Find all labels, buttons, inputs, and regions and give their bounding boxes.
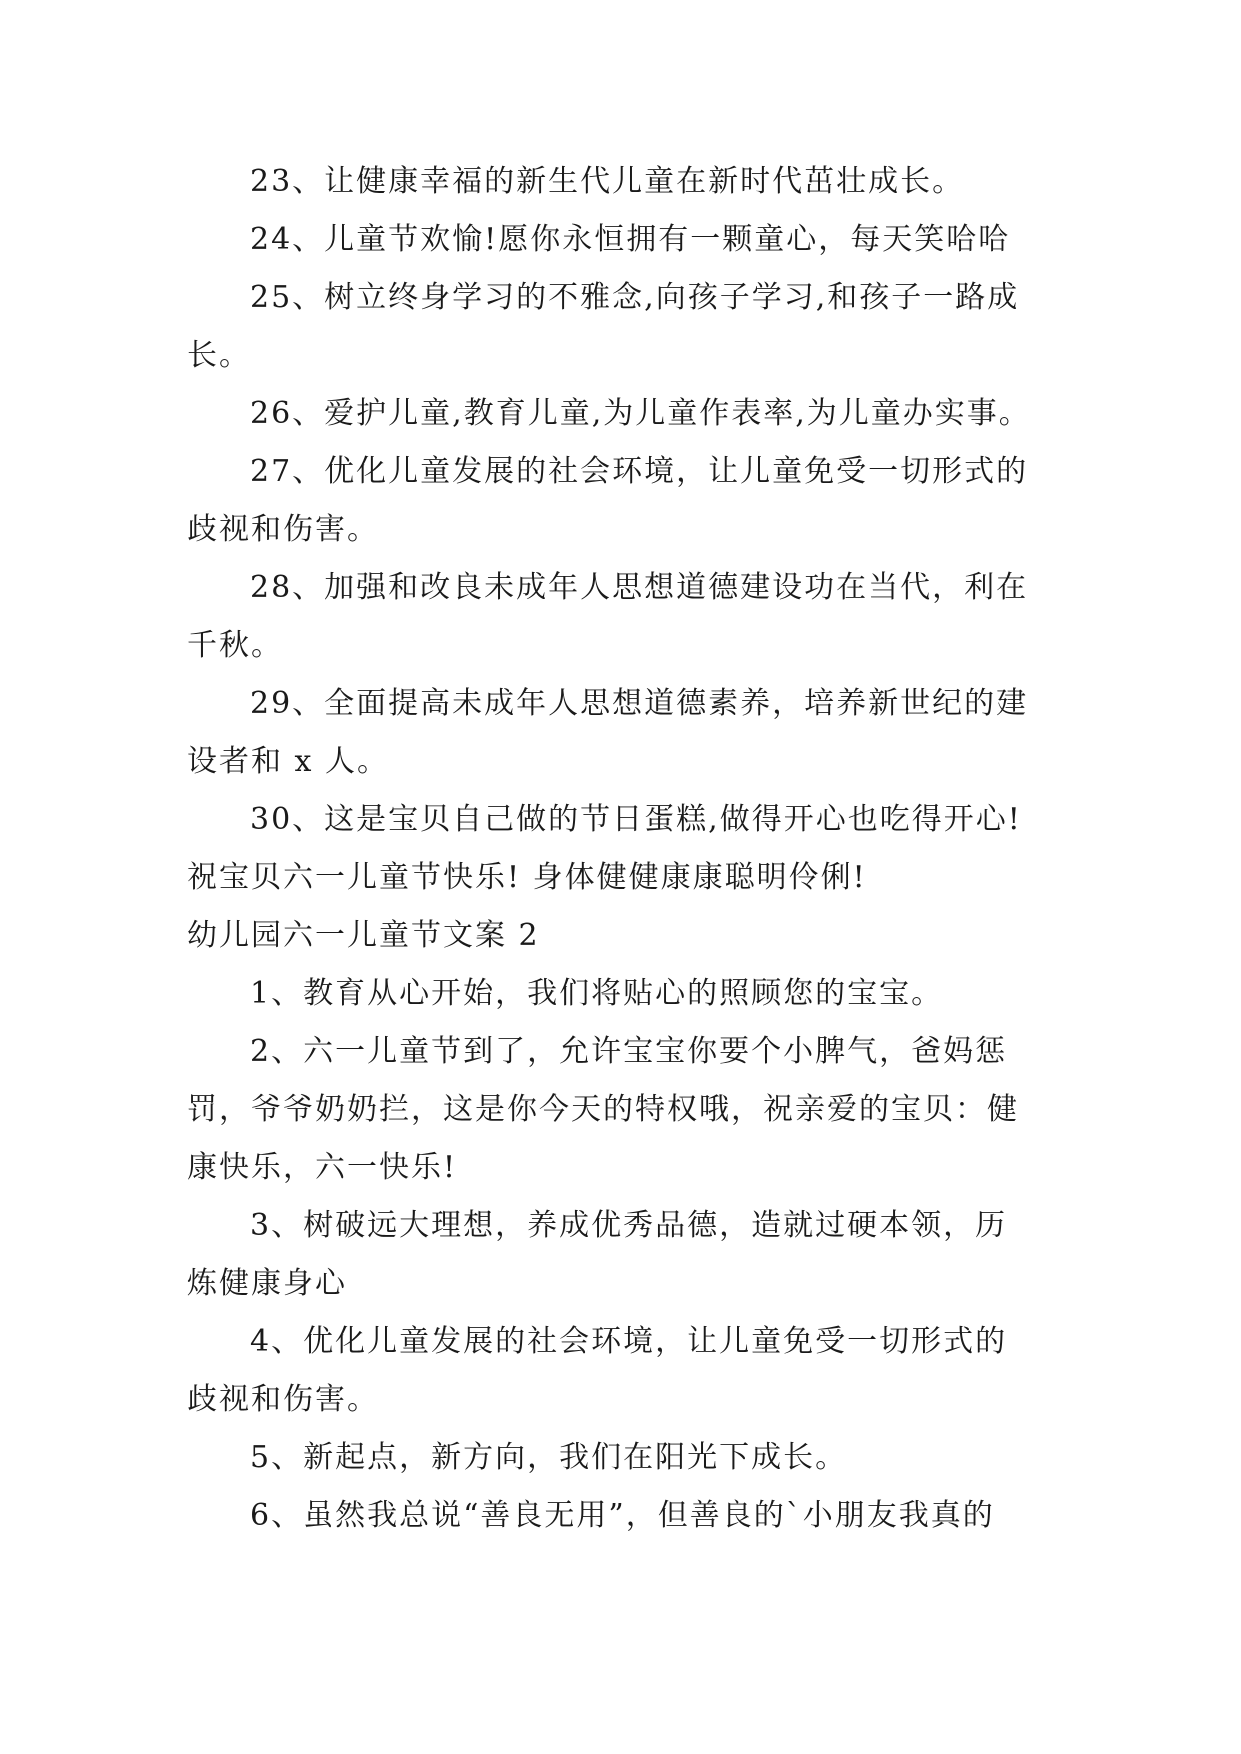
text-line	[0, 848, 1241, 908]
text-line	[0, 326, 1241, 386]
text-line	[0, 790, 1241, 850]
text-line	[0, 1370, 1241, 1430]
line-text: 歧视和伤害。	[187, 1382, 379, 1417]
line-text: 28、加强和改良未成年人思想道德建设功在当代，利在	[250, 570, 1029, 605]
line-text: 30、这是宝贝自己做的节日蛋糕,做得开心也吃得开心!	[250, 802, 1022, 837]
heading-text: 幼儿园六一儿童节文案 2	[187, 918, 540, 953]
line-text: 千秋。	[187, 628, 283, 663]
line-text: 4、优化儿童发展的社会环境，让儿童免受一切形式的	[250, 1324, 1008, 1359]
line-text: 炼健康身心	[187, 1266, 347, 1301]
line-text: 祝宝贝六一儿童节快乐! 身体健健康康聪明伶俐!	[187, 860, 867, 895]
text-line	[0, 1428, 1241, 1488]
line-text: 27、优化儿童发展的社会环境，让儿童免受一切形式的	[250, 454, 1029, 489]
text-line	[0, 732, 1241, 792]
line-text: 3、树破远大理想，养成优秀品德，造就过硬本领，历	[250, 1208, 1008, 1243]
text-line	[0, 1196, 1241, 1256]
line-text: 歧视和伤害。	[187, 512, 379, 547]
section-heading	[0, 906, 1241, 966]
text-line	[0, 268, 1241, 328]
text-line	[0, 964, 1241, 1024]
text-line	[0, 442, 1241, 502]
line-text: 1、教育从心开始，我们将贴心的照顾您的宝宝。	[250, 976, 944, 1011]
text-line	[0, 152, 1241, 212]
text-line	[0, 1080, 1241, 1140]
text-line	[0, 500, 1241, 560]
line-text: 6、虽然我总说“善良无用”，但善良的`小朋友我真的	[250, 1498, 995, 1533]
text-line	[0, 1312, 1241, 1372]
text-line	[0, 1254, 1241, 1314]
text-line	[0, 616, 1241, 676]
line-text: 长。	[187, 338, 251, 373]
text-line	[0, 1486, 1241, 1546]
text-line	[0, 384, 1241, 444]
line-text: 罚，爷爷奶奶拦，这是你今天的特权哦，祝亲爱的宝贝：健	[187, 1092, 1019, 1127]
line-text: 设者和 x 人。	[187, 744, 389, 779]
text-line	[0, 558, 1241, 618]
line-text: 24、儿童节欢愉!愿你永恒拥有一颗童心，每天笑哈哈	[250, 222, 1011, 257]
line-text: 26、爱护儿童,教育儿童,为儿童作表率,为儿童办实事。	[250, 396, 1031, 431]
line-text: 23、让健康幸福的新生代儿童在新时代茁壮成长。	[250, 164, 965, 199]
line-text: 2、六一儿童节到了，允许宝宝你要个小脾气，爸妈惩	[250, 1034, 1008, 1069]
text-line	[0, 1022, 1241, 1082]
text-line	[0, 1138, 1241, 1198]
line-text: 25、树立终身学习的不雅念,向孩子学习,和孩子一路成	[250, 280, 1020, 315]
text-line	[0, 210, 1241, 270]
line-text: 29、全面提高未成年人思想道德素养，培养新世纪的建	[250, 686, 1029, 721]
line-text: 5、新起点，新方向，我们在阳光下成长。	[250, 1440, 848, 1475]
text-line	[0, 674, 1241, 734]
line-text: 康快乐，六一快乐!	[187, 1150, 458, 1185]
